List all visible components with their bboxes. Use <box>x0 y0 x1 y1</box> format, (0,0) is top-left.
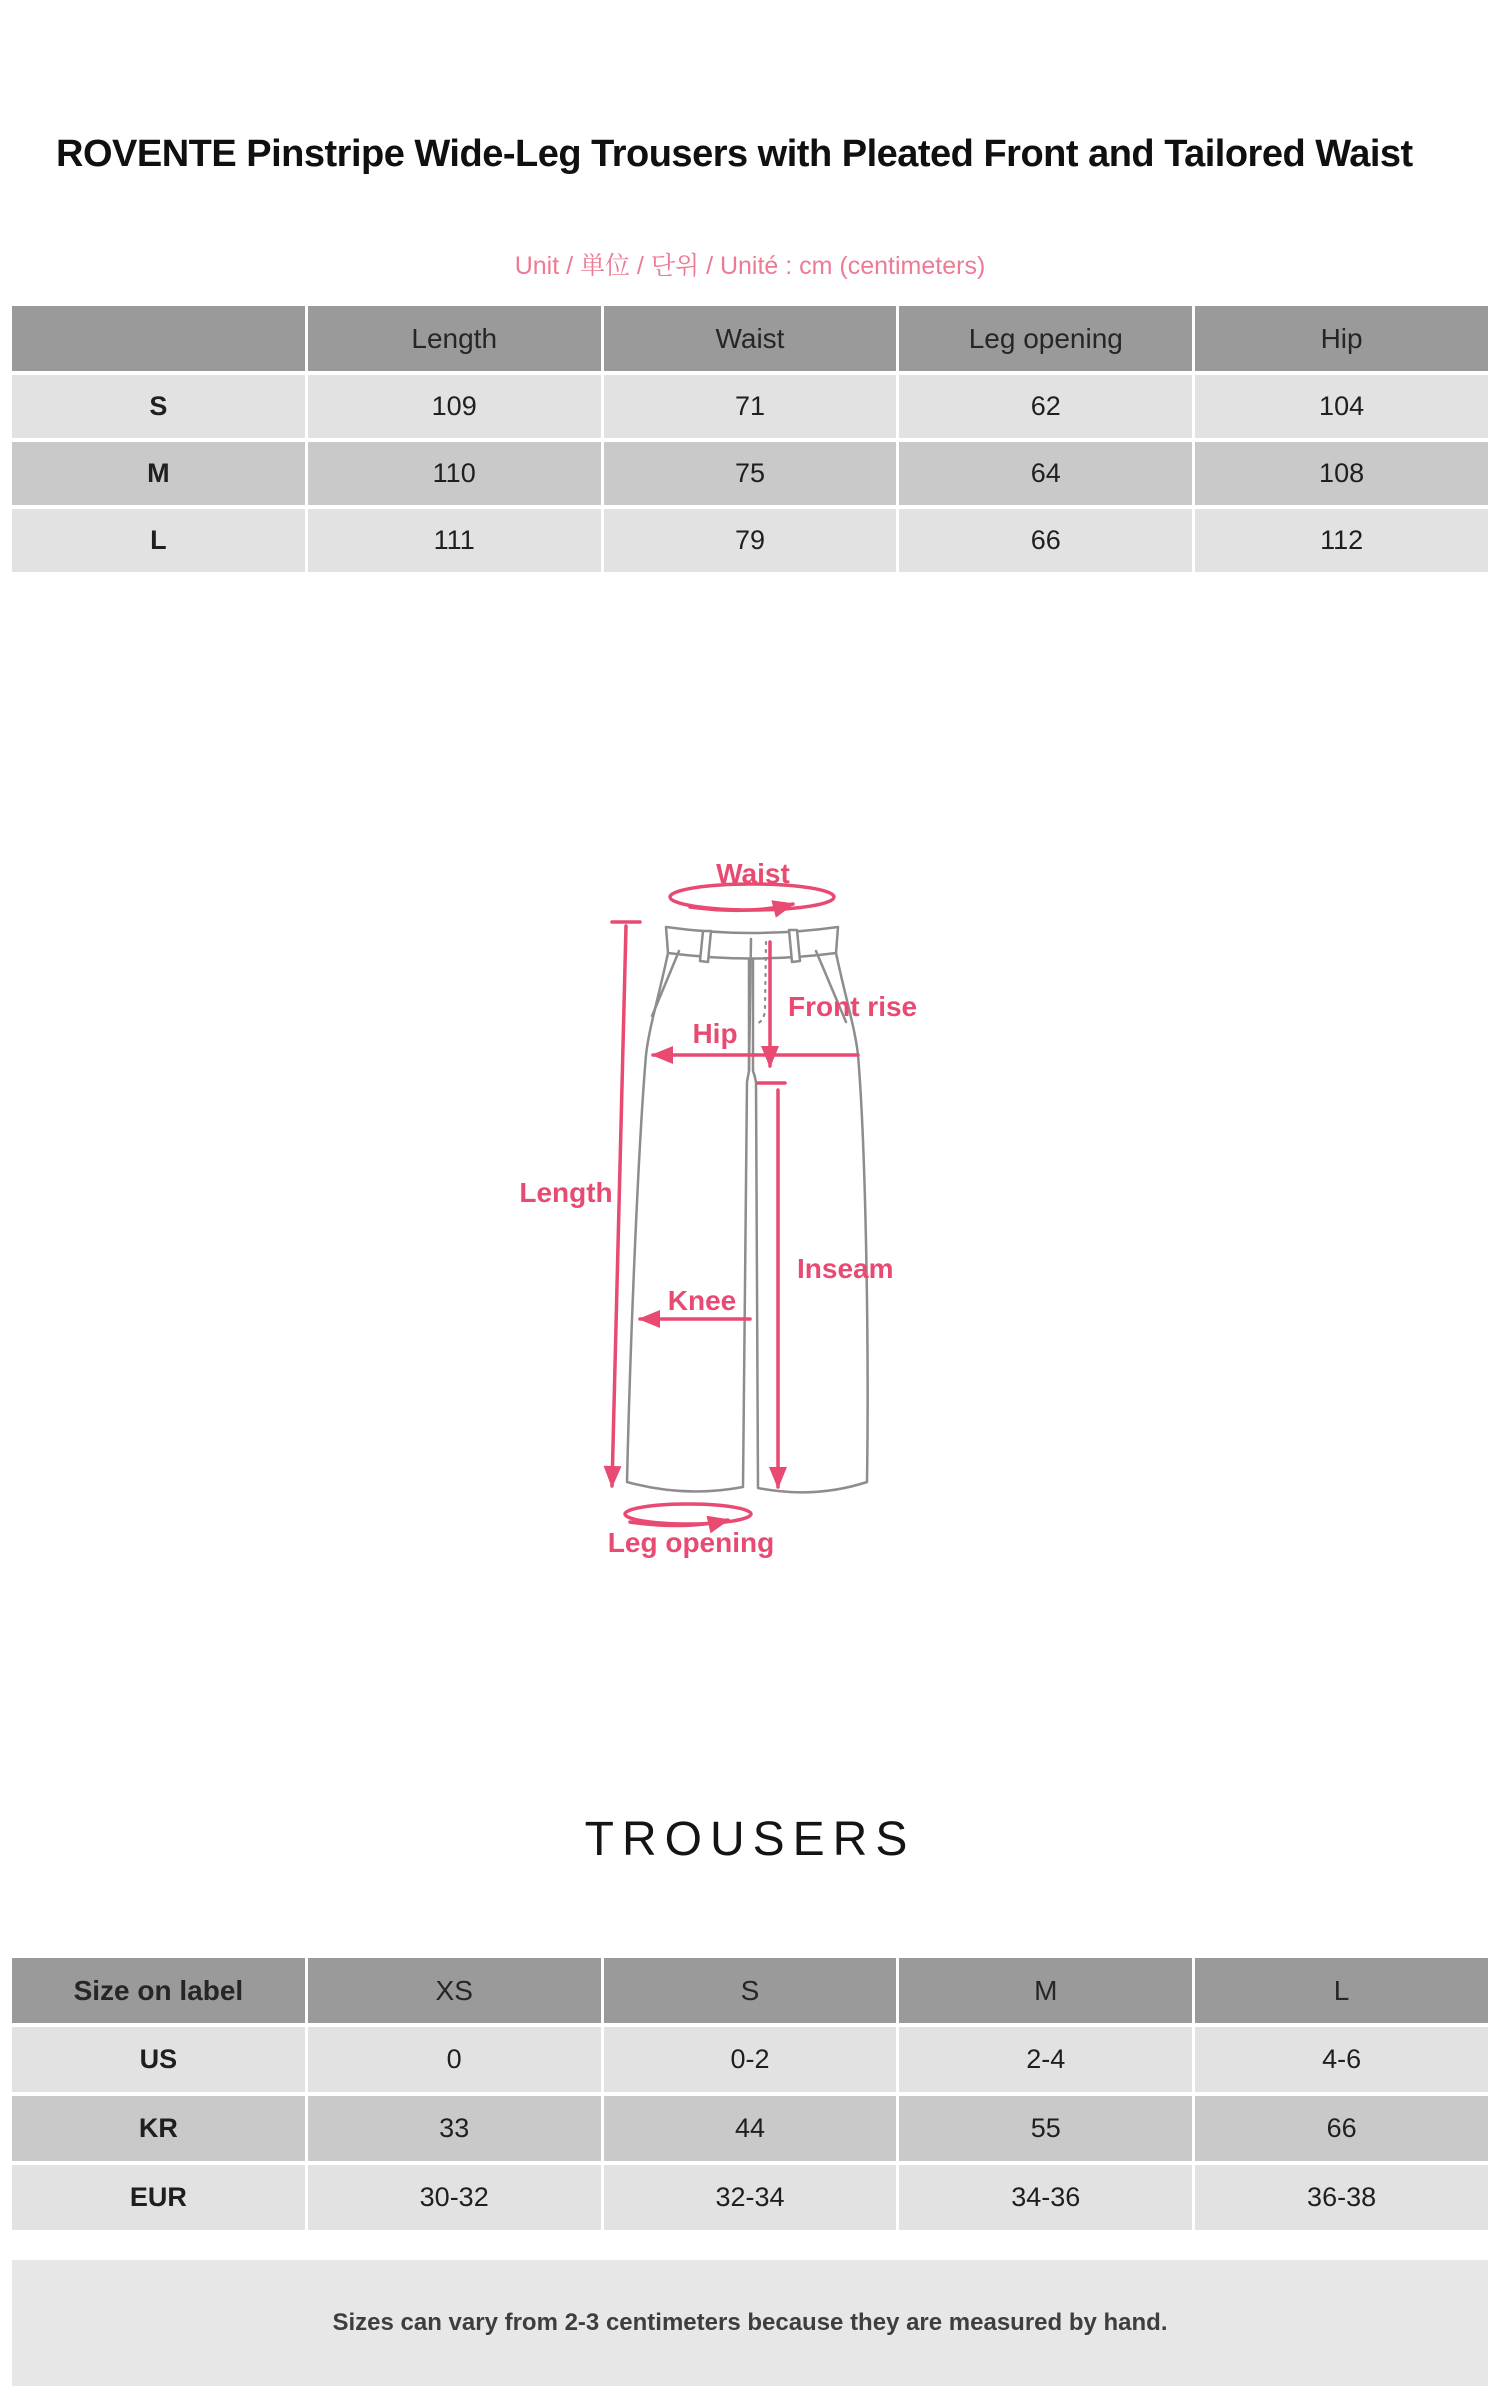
unit-note: Unit / 単位 / 단위 / Unité : cm (centimeters) <box>514 252 986 280</box>
table-row-us <box>12 2027 1488 2092</box>
length-label: Length <box>519 1177 613 1208</box>
table-cell: 110 <box>308 442 601 505</box>
page-title: ROVENTE Pinstripe Wide-Leg Trousers with Pleated Front and Tailored Waist <box>56 133 1413 175</box>
header-cell-hip: Hip <box>1195 306 1488 371</box>
footer-note-box <box>12 2260 1488 2386</box>
row-label: EUR <box>12 2165 305 2230</box>
table-row-size-s <box>12 375 1488 438</box>
row-label: M <box>12 442 305 505</box>
table-cell: 55 <box>899 2096 1192 2161</box>
table-cell: 111 <box>308 509 601 572</box>
table-cell: 0-2 <box>604 2027 897 2092</box>
size-table-header-row <box>12 1958 1488 2023</box>
table-row-kr <box>12 2096 1488 2161</box>
header-cell-l: L <box>1195 1958 1488 2023</box>
table-cell: 66 <box>899 509 1192 572</box>
table-cell: 4-6 <box>1195 2027 1488 2092</box>
belt-loop-left <box>700 931 711 962</box>
measurement-table <box>12 306 1488 576</box>
table-cell: 75 <box>604 442 897 505</box>
size-conversion-table <box>12 1958 1488 2234</box>
table-cell: 112 <box>1195 509 1488 572</box>
table-row-size-m <box>12 442 1488 505</box>
table-cell: 2-4 <box>899 2027 1192 2092</box>
length-arrow <box>612 926 626 1486</box>
header-cell-s: S <box>604 1958 897 2023</box>
header-cell-size-on-label: Size on label <box>12 1958 305 2023</box>
row-label: KR <box>12 2096 305 2161</box>
table-cell: 33 <box>308 2096 601 2161</box>
table-cell: 108 <box>1195 442 1488 505</box>
leg-opening-measure-ellipse <box>625 1504 751 1524</box>
table-cell: 30-32 <box>308 2165 601 2230</box>
row-label: S <box>12 375 305 438</box>
header-cell-m: M <box>899 1958 1192 2023</box>
row-label: L <box>12 509 305 572</box>
table-cell: 34-36 <box>899 2165 1192 2230</box>
front-rise-label: Front rise <box>788 991 918 1022</box>
table-cell: 64 <box>899 442 1192 505</box>
header-cell-waist: Waist <box>604 306 897 371</box>
header-cell-leg-opening: Leg opening <box>899 306 1192 371</box>
table-cell: 71 <box>604 375 897 438</box>
table-cell: 109 <box>308 375 601 438</box>
header-cell-length: Length <box>308 306 601 371</box>
inseam-label: Inseam <box>797 1253 894 1284</box>
hip-label: Hip <box>692 1018 738 1049</box>
table-cell: 44 <box>604 2096 897 2161</box>
leg-opening-label: Leg opening <box>607 1527 775 1558</box>
row-label: US <box>12 2027 305 2092</box>
footer-note: Sizes can vary from 2-3 centimeters because they are measured by hand. <box>332 2309 1168 2336</box>
table-cell: 66 <box>1195 2096 1488 2161</box>
table-cell: 32-34 <box>604 2165 897 2230</box>
knee-label: Knee <box>667 1285 737 1316</box>
table-cell: 62 <box>899 375 1192 438</box>
measurement-table-header-row <box>12 306 1488 371</box>
header-cell-blank <box>12 306 305 371</box>
waist-label: Waist <box>716 858 790 889</box>
belt-loop-right <box>789 930 800 962</box>
table-cell: 36-38 <box>1195 2165 1488 2230</box>
table-cell: 0 <box>308 2027 601 2092</box>
trousers-measurement-diagram <box>500 850 1180 1570</box>
table-row-eur <box>12 2165 1488 2230</box>
table-row-size-l <box>12 509 1488 572</box>
section-heading-trousers: TROUSERS <box>584 1813 916 1866</box>
table-cell: 104 <box>1195 375 1488 438</box>
table-cell: 79 <box>604 509 897 572</box>
header-cell-xs: XS <box>308 1958 601 2023</box>
